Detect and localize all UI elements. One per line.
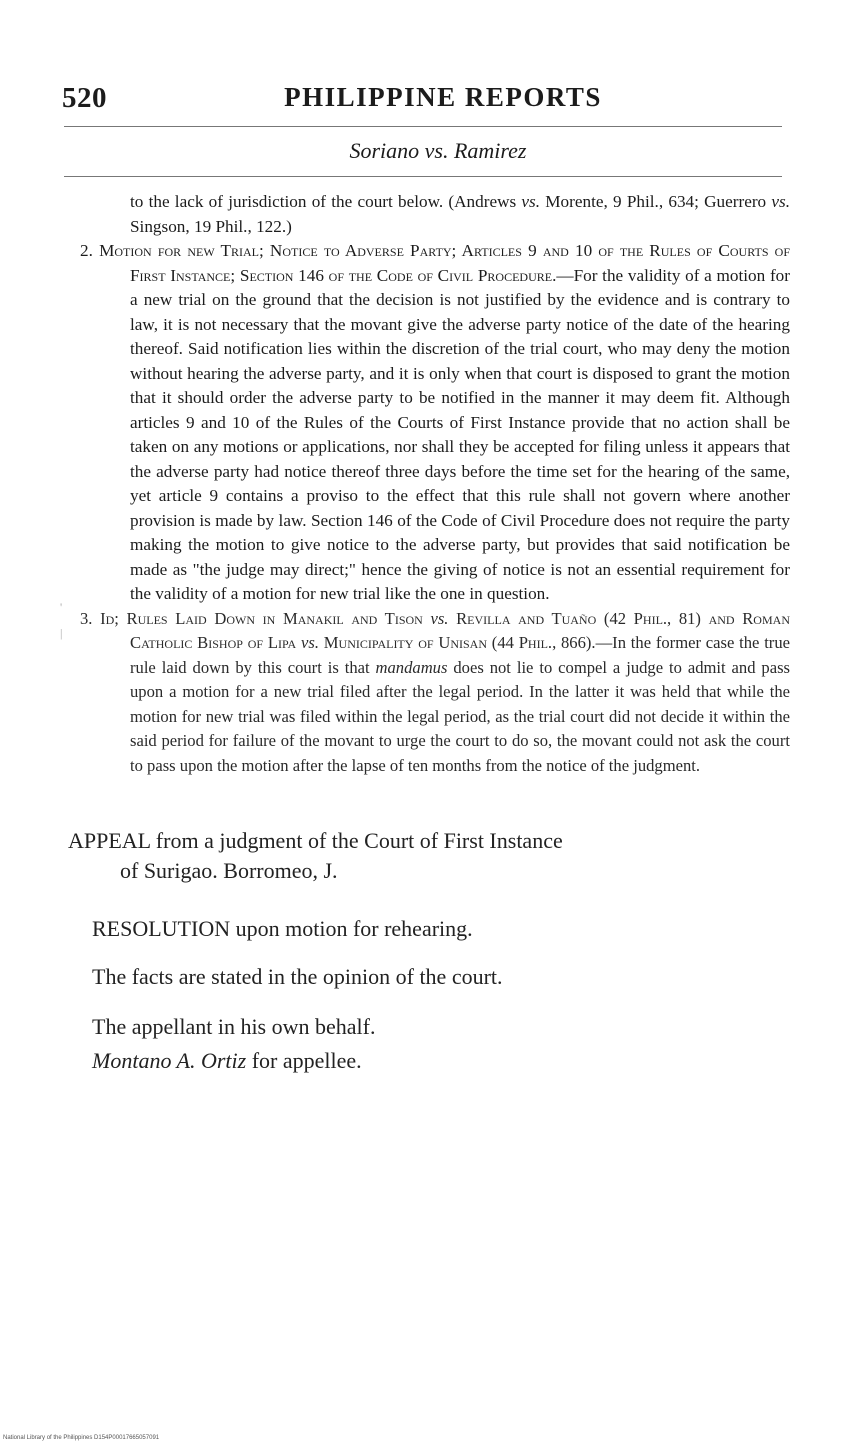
paragraph-number: 2. [80,241,100,260]
case-title: Soriano vs. Ramirez [349,138,527,163]
page-number: 520 [62,82,107,114]
running-title: PHILIPPINE REPORTS [284,82,602,112]
header-rule-top [64,126,782,127]
margin-mark: ' [60,600,63,614]
appellee-counsel: Montano A. Ortiz for appellee. [92,1048,362,1073]
syllabus-continuation: to the lack of jurisdiction of the court below. (Andrews vs. Morente, 9 Phil., 634; Guerrero vs. Singson, 19 Phil., 122.) [130,192,790,236]
footer-credit: National Library of the Philippines D154P00017665057091 [3,1435,160,1441]
syllabus-paragraph-3: 3. Id; Rules Laid Down in Manakil and Tison vs. Revilla and Tuaño (42 Phil., 81) and Roman Catholic Bishop of Lipa vs. Municipality of Unisan (44 Phil., 866).—In the former case the true rule laid down by this court is that mandamus does not lie to compel a judge to admit and pass upon a motion for a new trial filed after the legal period. In the latter it was held that while the motion for new trial was filed within the legal period, as the trial court did not decide it within the said period for failure of the movant to urge the court to do so, the movant could not ask the court to pass upon the motion after the lapse of ten months from the notice of the judgment. [80,608,790,775]
facts-line: The facts are stated in the opinion of the court. [92,964,503,989]
paragraph-heading: Motion for new Trial; Notice to Adverse Party; Articles 9 and 10 of the Rules of Courts of First Instance; Section 146 of the Code of Civil Procedure. [99,241,791,285]
resolution-line: RESOLUTION upon motion for rehearing. [92,916,473,941]
header-rule-bottom [64,176,782,177]
body-text [68,826,788,1074]
syllabus [80,190,790,778]
paragraph-number: 3. [80,608,101,628]
appellant-counsel: The appellant in his own behalf. [92,1014,376,1039]
syllabus-paragraph-2 [80,239,790,607]
appeal-line: APPEAL from a judgment of the Court of First Instance of Surigao. Borromeo, J. [68,828,563,883]
paragraph-heading: Id; Rules Laid Down in Manakil and Tison [100,608,431,628]
paragraph-body: —In the former case the true rule laid down by this court is that [130,633,790,677]
margin-mark: | [60,626,63,640]
paragraph-body: —For the validity of a motion for a new trial on the ground that the decision is not justified by the evidence and is contrary to law, it is not necessary that the movant give the adverse party notice of the date of the hearing thereof. Said notification lies within the discretion of the trial court, who may deny the motion without hearing the adverse party, and it is only when that court is disposed to grant the motion that it should order the adverse party to be notified in the manner it may deem fit. Although articles 9 and 10 of the Rules of the Courts of First Instance provide that no action shall be taken on any motions or applications, nor shall they be accepted for filing unless it appears that the adverse party had notice thereof three days before the time set for the hearing of the same, yet article 9 contains a proviso to the effect that this rule shall not govern where another provision is made by law. Section 146 of the Code of Civil Procedure does not require the party making the motion to give notice to the adverse party, but provides that said notification be made as "the judge may direct;" hence the giving of notice is not an essential requirement for the validity of a motion for new trial like the one in question. [130,265,790,603]
